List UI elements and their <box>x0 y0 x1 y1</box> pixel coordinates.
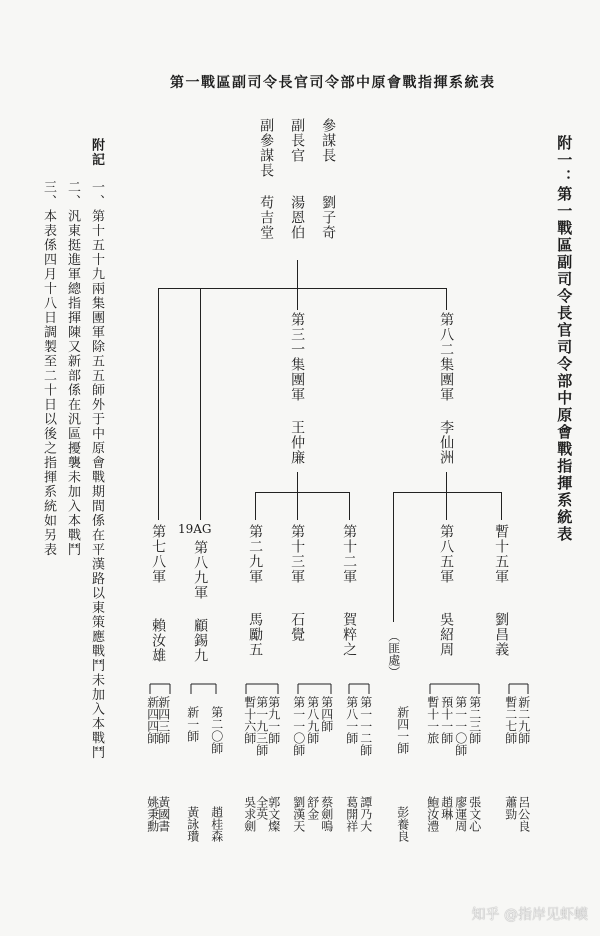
division-label: 第一一〇師 <box>453 696 468 756</box>
corps-85-commander: 吳紹周 <box>438 612 455 657</box>
division-commander: 姚秉勳 <box>145 796 160 832</box>
division-label: 第八九師 <box>305 696 320 744</box>
division-label: 暫十一旅 <box>425 696 440 744</box>
note-2: 二、汎東挺進軍總指揮陳又新部係在汎區擾襲未加入本戰鬥 <box>64 180 80 557</box>
division-commander: 黃詠瓚 <box>185 806 200 842</box>
bracket-line <box>246 684 278 694</box>
division-commander: 舒金 <box>305 796 320 820</box>
division-commander: 張文心 <box>467 796 482 832</box>
corps-13-commander: 石覺 <box>289 612 306 642</box>
division-label: 第一九三師 <box>254 696 269 756</box>
note-3: 三、本表係四月十八日調製至二十日以後之指揮系統如另表 <box>40 180 56 557</box>
corps-13: 第十三軍 <box>289 524 306 584</box>
division-commander: 吳求劍 <box>242 796 257 832</box>
division-commander: 趙桂森 <box>209 806 224 842</box>
army-78: 第七八軍 <box>150 524 167 584</box>
division-commander: 譚乃大 <box>358 796 373 832</box>
note-1: 一、第十五十九兩集團軍除五五師外于中原會戰期間係在平漢路以東策應戰鬥未加入本戰鬥 <box>88 180 104 760</box>
division-commander: 蕭勁 <box>503 796 518 820</box>
army-group-31: 第三一集團軍 <box>289 312 306 402</box>
division-label: 第八一師 <box>344 696 359 744</box>
division-commander: 葛開祥 <box>344 796 359 832</box>
army-89-commander: 顧錫九 <box>192 618 209 663</box>
division-label: 新一師 <box>185 706 200 742</box>
notes-heading: 附記 <box>88 138 104 167</box>
division-label: 預十一師 <box>439 696 454 744</box>
bracket-line <box>191 684 216 694</box>
division-label: 第二三師 <box>467 696 482 744</box>
division-commander: 彭養良 <box>395 806 410 842</box>
corps-29-commander: 馬勵五 <box>247 612 264 657</box>
division-label: 新四四師 <box>145 696 160 744</box>
deputy-commander-label: 副長官 <box>289 118 306 163</box>
division-commander: 劉漢天 <box>291 796 306 832</box>
division-label: 新二九師 <box>516 696 531 744</box>
bracket-line <box>298 684 331 694</box>
bracket-line <box>150 684 170 694</box>
division-label: 暫二七師 <box>503 696 518 744</box>
division-commander: 全英 <box>254 796 269 820</box>
temp-corps-15: 暫十五軍 <box>493 524 510 584</box>
corps-12-commander: 賀粹之 <box>341 612 358 657</box>
deputy-chief-of-staff-label: 副參謀長 <box>258 118 275 178</box>
division-commander: 郭文燦 <box>266 796 281 832</box>
division-commander: 黃國書 <box>156 796 171 832</box>
appendix-heading: 附一：第一戰區副司令長官司令部中原會戰指揮系統表 <box>555 135 574 543</box>
division-commander: 鮑汝澧 <box>425 796 440 832</box>
army-group-82: 第八二集團軍 <box>438 312 455 402</box>
temp-corps-15-commander: 劉昌義 <box>493 612 510 657</box>
corps-29: 第二九軍 <box>247 524 264 584</box>
ag19-tag: 19AG <box>178 522 212 536</box>
division-commander: 呂公良 <box>516 796 531 832</box>
division-label: 暫十六師 <box>242 696 257 744</box>
division-label: 第九一師 <box>266 696 281 744</box>
deputy-chief-of-staff-name: 苟吉堂 <box>258 195 275 240</box>
table-title: 第一戰區副司令長官司令部中原會戰指揮系統表 <box>170 75 496 91</box>
division-label: 第二〇師 <box>209 706 224 754</box>
division-commander: 蔡劍鳴 <box>319 796 334 832</box>
division-label: 第一一二師 <box>358 696 373 756</box>
bracket-line <box>430 684 479 694</box>
bracket-line <box>349 684 369 694</box>
corps-85: 第八五軍 <box>438 524 455 584</box>
army-78-commander: 賴汝雄 <box>150 618 167 663</box>
division-label: 新四一師 <box>395 706 410 754</box>
division-label: 第一一〇師 <box>291 696 306 756</box>
division-commander: 廖運周 <box>453 796 468 832</box>
army-89: 第八九軍 <box>192 540 209 600</box>
deputy-commander-name: 湯恩伯 <box>289 195 306 240</box>
army-group-31-commander: 王仲廉 <box>289 420 306 465</box>
chief-of-staff-name: 劉子奇 <box>320 195 337 240</box>
division-label: 第四師 <box>319 696 334 732</box>
division-label: 新四三師 <box>156 696 171 744</box>
chief-of-staff-label: 參謀長 <box>320 118 337 163</box>
bracket-line <box>509 684 528 694</box>
watermark: 知乎 @指岸见虾蟆 <box>471 907 588 923</box>
division-commander: 趙琳 <box>439 796 454 820</box>
corps-12: 第十二軍 <box>341 524 358 584</box>
army-group-82-commander: 李仙洲 <box>438 420 455 465</box>
attached-note: （匪處） <box>386 630 401 678</box>
